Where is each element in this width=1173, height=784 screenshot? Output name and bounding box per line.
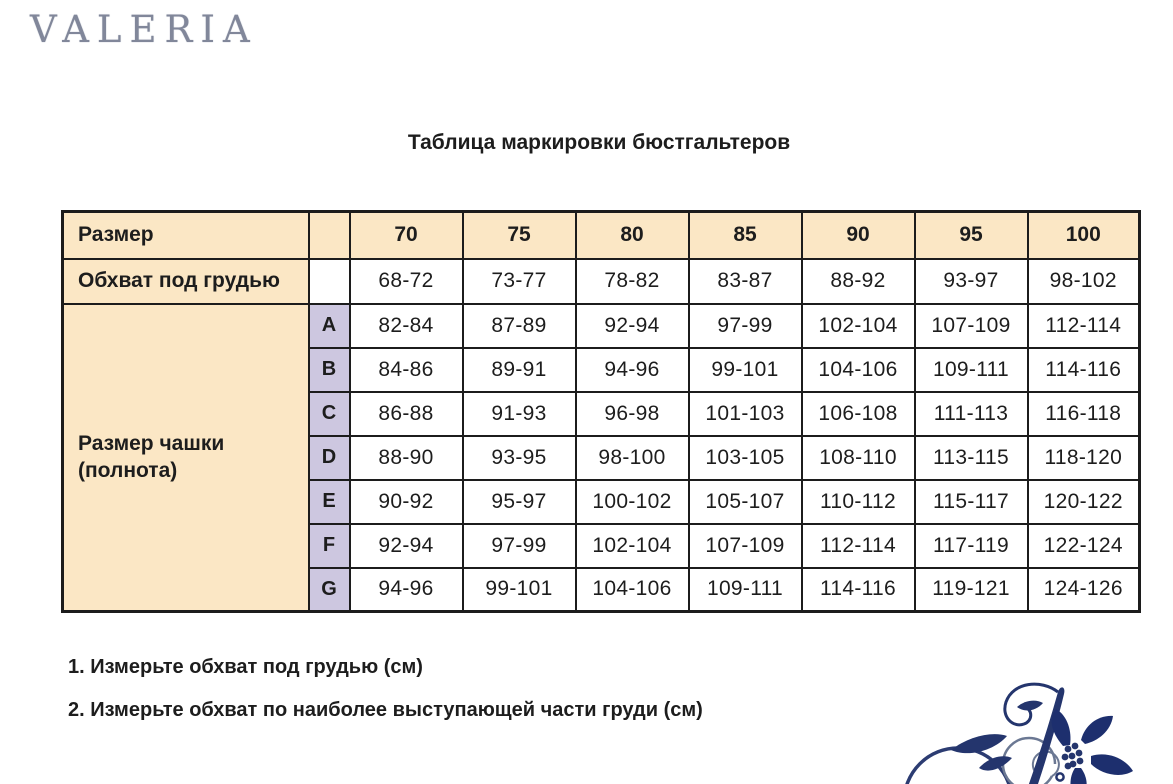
cup-value-cell: 106-108: [802, 392, 915, 436]
cup-value-cell: 108-110: [802, 436, 915, 480]
cup-value-cell: 90-92: [350, 480, 463, 524]
cup-value-cell: 102-104: [576, 524, 689, 568]
cup-letter-cell: E: [309, 480, 350, 524]
size-header-cell: 90: [802, 212, 915, 259]
cup-value-cell: 114-116: [1028, 348, 1140, 392]
underbust-row-label: Обхват под грудью: [63, 259, 309, 304]
measurement-instructions: [68, 656, 703, 722]
cup-value-cell: 84-86: [350, 348, 463, 392]
cup-letter-cell: G: [309, 568, 350, 612]
cup-value-cell: 95-97: [463, 480, 576, 524]
cup-value-cell: 87-89: [463, 304, 576, 348]
cup-letter-cell: F: [309, 524, 350, 568]
cup-value-cell: 120-122: [1028, 480, 1140, 524]
cup-value-cell: 91-93: [463, 392, 576, 436]
cup-value-cell: 97-99: [689, 304, 802, 348]
spacer-cell: [309, 212, 350, 259]
cup-value-cell: 105-107: [689, 480, 802, 524]
cup-value-cell: 98-100: [576, 436, 689, 480]
cup-value-cell: 113-115: [915, 436, 1028, 480]
cup-value-cell: 119-121: [915, 568, 1028, 612]
cup-value-cell: 110-112: [802, 480, 915, 524]
cup-letter-cell: D: [309, 436, 350, 480]
cup-value-cell: 93-95: [463, 436, 576, 480]
cup-letter-cell: B: [309, 348, 350, 392]
cup-letter-cell: A: [309, 304, 350, 348]
underbust-cell: 98-102: [1028, 259, 1140, 304]
cup-value-cell: 116-118: [1028, 392, 1140, 436]
floral-flourish-icon: [905, 680, 1173, 784]
cup-value-cell: 99-101: [689, 348, 802, 392]
cup-value-cell: 100-102: [576, 480, 689, 524]
table-row: [63, 212, 1140, 259]
cup-letter-cell: C: [309, 392, 350, 436]
cup-value-cell: 107-109: [915, 304, 1028, 348]
size-header-cell: 85: [689, 212, 802, 259]
cup-value-cell: 89-91: [463, 348, 576, 392]
underbust-cell: 83-87: [689, 259, 802, 304]
instruction-step-2: 2. Измерьте обхват по наиболее выступающей части груди (см): [68, 699, 703, 721]
cup-value-cell: 107-109: [689, 524, 802, 568]
cup-value-cell: 94-96: [350, 568, 463, 612]
cup-value-cell: 104-106: [576, 568, 689, 612]
cup-value-cell: 101-103: [689, 392, 802, 436]
cup-value-cell: 88-90: [350, 436, 463, 480]
size-row-label: Размер: [63, 212, 309, 259]
size-header-cell: 75: [463, 212, 576, 259]
cup-value-cell: 122-124: [1028, 524, 1140, 568]
size-header-cell: 70: [350, 212, 463, 259]
cup-value-cell: 97-99: [463, 524, 576, 568]
brand-logo: VALERIA: [30, 8, 258, 51]
spacer-cell: [309, 259, 350, 304]
size-header-cell: 100: [1028, 212, 1140, 259]
size-header-cell: 80: [576, 212, 689, 259]
cup-value-cell: 124-126: [1028, 568, 1140, 612]
cup-value-cell: 109-111: [689, 568, 802, 612]
underbust-cell: 88-92: [802, 259, 915, 304]
cup-value-cell: 109-111: [915, 348, 1028, 392]
page-title: Таблица маркировки бюстгальтеров: [407, 131, 791, 154]
cup-size-row-label: Размер чашки (полнота): [63, 304, 309, 612]
size-header-cell: 95: [915, 212, 1028, 259]
cup-value-cell: 104-106: [802, 348, 915, 392]
cup-value-cell: 92-94: [576, 304, 689, 348]
cup-value-cell: 111-113: [915, 392, 1028, 436]
cup-value-cell: 92-94: [350, 524, 463, 568]
underbust-cell: 93-97: [915, 259, 1028, 304]
table-row: [63, 304, 1140, 348]
cup-value-cell: 117-119: [915, 524, 1028, 568]
cup-value-cell: 112-114: [802, 524, 915, 568]
cup-value-cell: 114-116: [802, 568, 915, 612]
bra-size-table: [61, 210, 1141, 613]
underbust-cell: 73-77: [463, 259, 576, 304]
cup-value-cell: 86-88: [350, 392, 463, 436]
cup-value-cell: 99-101: [463, 568, 576, 612]
cup-value-cell: 102-104: [802, 304, 915, 348]
table-row: [63, 259, 1140, 304]
cup-value-cell: 112-114: [1028, 304, 1140, 348]
instruction-step-1: 1. Измерьте обхват под грудью (см): [68, 656, 423, 678]
underbust-cell: 78-82: [576, 259, 689, 304]
cup-value-cell: 96-98: [576, 392, 689, 436]
cup-value-cell: 94-96: [576, 348, 689, 392]
cup-value-cell: 103-105: [689, 436, 802, 480]
cup-value-cell: 115-117: [915, 480, 1028, 524]
underbust-cell: 68-72: [350, 259, 463, 304]
cup-value-cell: 118-120: [1028, 436, 1140, 480]
cup-value-cell: 82-84: [350, 304, 463, 348]
